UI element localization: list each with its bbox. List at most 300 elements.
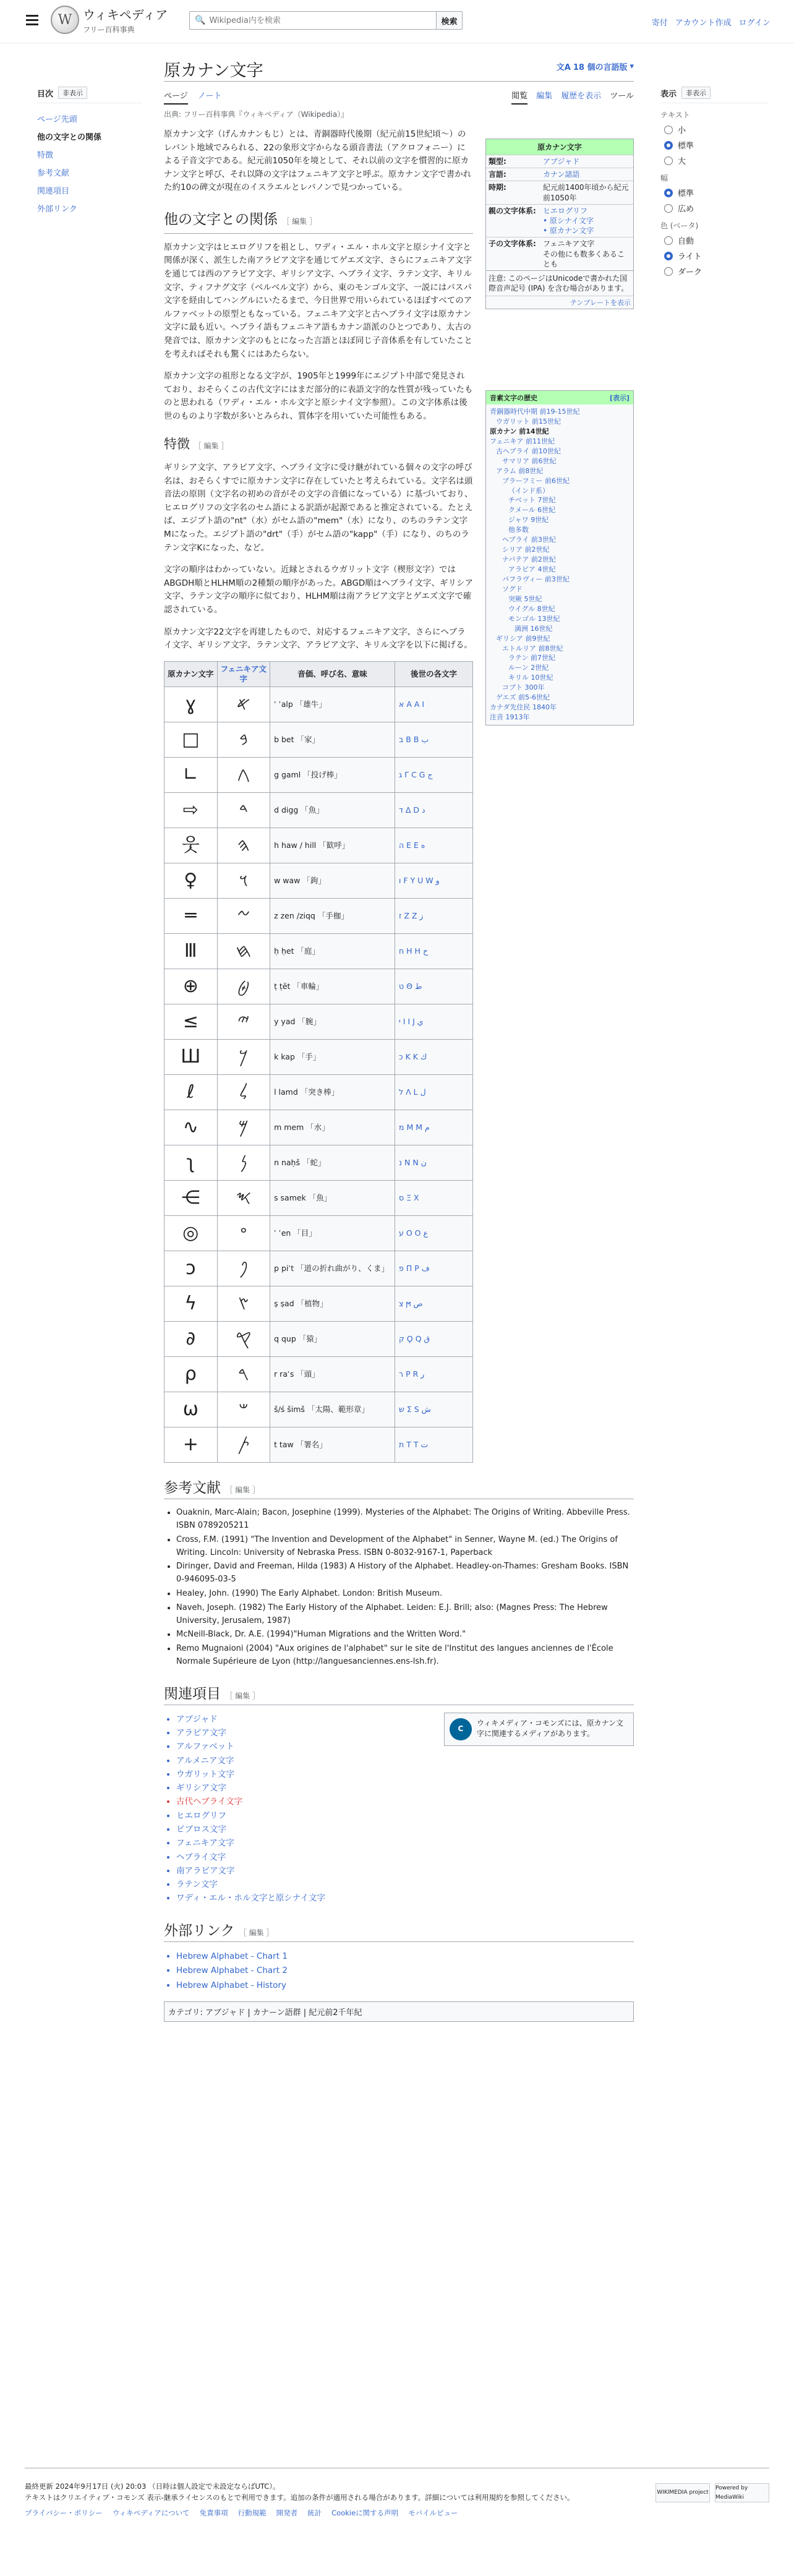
infobox-note: 注意: このページはUnicodeで書かれた国際音声記号 (IPA) を含む場合があります。: [486, 270, 633, 296]
history-item[interactable]: ウイグル 8世紀: [508, 604, 555, 613]
sound-name-cell: d digg 「魚」: [270, 793, 395, 828]
sound-name-cell: k kap 「手」: [270, 1040, 395, 1075]
infobox-value[interactable]: カナン諸語: [540, 168, 633, 181]
table-row: [164, 1427, 473, 1463]
table-row: [164, 969, 473, 1004]
proto-glyph-cell: [164, 1357, 218, 1392]
toc-item-relations[interactable]: 他の文字との関係: [37, 133, 102, 142]
table-row: [164, 722, 473, 758]
paragraph: 原カナン文字22文字を再建したもので、対応するフェニキア文字、さらにヘブライ文字、ギリシア文字、ラテン文字、アラビア文字、キリル文字を以下に掲げる。: [164, 627, 472, 651]
history-item[interactable]: ギリシア 前9世紀: [496, 634, 550, 643]
toc-item-references[interactable]: 参考文献: [37, 169, 70, 178]
table-row: [164, 1181, 473, 1216]
translate-icon: 文A: [556, 63, 571, 72]
descendants-cell[interactable]: ו F Y U W و: [395, 863, 473, 899]
sound-name-cell: s samek 「魚」: [270, 1181, 395, 1216]
chevron-down-icon: ▾: [630, 62, 634, 71]
letters-table: [164, 661, 473, 1463]
proto-glyph: ≤: [182, 1011, 198, 1033]
footer-links: [25, 2507, 769, 2518]
appearance-panel: [660, 87, 769, 281]
proto-glyph: ω: [182, 1398, 198, 1421]
tab-page[interactable]: ページ: [164, 89, 188, 105]
phoenician-glyph: 𐤀: [236, 693, 250, 716]
history-item[interactable]: パフラヴィー 前3世紀: [502, 575, 570, 583]
phoenician-glyph-cell: [217, 687, 270, 722]
radio-label: 広め: [678, 205, 694, 214]
proto-glyph: ℓ: [187, 1081, 195, 1103]
history-item[interactable]: モンゴル 13世紀: [508, 614, 560, 623]
related-item[interactable]: • アラビア文字: [176, 1726, 432, 1740]
radio-label: 標準: [678, 189, 694, 199]
phoenician-glyph: 𐤊: [239, 1046, 249, 1068]
descendants-cell[interactable]: ט Θ ط: [395, 969, 473, 1004]
proto-glyph: ⋲: [181, 1187, 200, 1209]
toc-hide-button[interactable]: 非表示: [58, 87, 87, 99]
history-item[interactable]: ゲエズ 前5-6世紀: [496, 693, 550, 702]
references-list: [164, 1507, 634, 1669]
table-row: [164, 1216, 473, 1251]
descendants-cell[interactable]: ז Ζ Z ز: [395, 899, 473, 934]
history-item[interactable]: アラビア 4世紀: [508, 565, 556, 573]
radio-text-standard[interactable]: [664, 139, 769, 151]
edit-link[interactable]: ［ 編集 ］: [225, 1691, 260, 1700]
page-tabs: [164, 82, 634, 104]
radio-icon: [664, 267, 673, 276]
history-item[interactable]: 満洲 16世紀: [514, 624, 553, 633]
infobox-value[interactable]: ヒエログリフ • 原シナイ文字 • 原カナン文字: [540, 204, 633, 237]
radio-width-standard[interactable]: [664, 187, 769, 199]
tab-read[interactable]: 閲覧: [511, 89, 527, 105]
proto-glyph: ɔ: [186, 1257, 196, 1280]
descendants-cell[interactable]: ג Γ C G ج: [395, 758, 473, 793]
proto-glyph: ∿: [182, 1116, 198, 1139]
template-link[interactable]: テンプレートを表示: [486, 296, 633, 309]
paragraph: ギリシア文字、アラビア文字、ヘブライ文字に受け継がれている個々の文字の呼び名は、おそらくすでに原カナン文字に存在していたと考えられている。文字名は頭音法の原則（文字名の初めの音がその文字の音価になっている）に基づいており、ヒエログリフの文字名のセム語による訳語が起源であると推定されている。たとえば、エジプト語の"nt"（水）がセム語の"mem"（水）になり、のちのラテン文字Mになった。エジプト語の"drt"（手）がセム語の"kapp"（手）になり、のちのラテン文字Kになった、など。: [164, 463, 473, 553]
proto-glyph-cell: [164, 828, 218, 863]
descendants-cell[interactable]: א A Α I: [395, 687, 473, 722]
column-header[interactable]: フェニキア文字: [217, 661, 270, 687]
history-navbox: [485, 390, 634, 725]
proto-glyph-cell: [164, 1040, 218, 1075]
infobox-row: [486, 204, 633, 237]
phoenician-glyph-cell: [217, 1040, 270, 1075]
phoenician-glyph: 𐤅: [239, 870, 249, 892]
proto-glyph-cell: [164, 722, 218, 758]
logo-text: [83, 5, 168, 35]
section-heading-references: [164, 1476, 634, 1499]
phoenician-glyph: 𐤐: [239, 1257, 248, 1280]
appearance-hide-button[interactable]: 非表示: [681, 87, 711, 99]
related-item[interactable]: • アブジャド: [176, 1713, 432, 1726]
infobox-label: 類型:: [486, 155, 540, 168]
sound-name-cell: g gaml 「投げ棒」: [270, 758, 395, 793]
history-header: [486, 391, 633, 404]
reference-item: • Remo Mugnaioni (2004) "Aux origines de l'alphabet" sur le site de l'Institut des langues anciennes de l'École Normale Supérieure de Lyon (http://languesanciennes.ens-lsh.fr).: [176, 1643, 634, 1669]
phoenician-glyph-cell: [217, 899, 270, 934]
descendants-cell[interactable]: ח Η H ح: [395, 934, 473, 969]
footer-link[interactable]: モバイルビュー: [408, 2508, 458, 2517]
proto-glyph-cell: [164, 1004, 218, 1040]
proto-glyph-cell: [164, 1286, 218, 1322]
proto-glyph: ʅ: [186, 1152, 195, 1174]
descendants-cell[interactable]: ד Δ D د: [395, 793, 473, 828]
proto-glyph-cell: [164, 1145, 218, 1181]
phoenician-glyph-cell: [217, 1075, 270, 1110]
radio-icon: [664, 156, 673, 165]
toc-header: [37, 87, 142, 103]
edit-link[interactable]: ［ 編集 ］: [239, 1928, 274, 1937]
infobox-label: 時期:: [486, 181, 540, 204]
proto-glyph: Ⅲ: [184, 940, 197, 962]
sound-name-cell: ʿ ʿen 「目」: [270, 1216, 395, 1251]
sound-name-cell: z zen /ziqq 「手枷」: [270, 899, 395, 934]
reference-item: • Naveh, Joseph. (1982) The Early History of the Alphabet. Leiden: E.J. Brill; also: (Magnes Press: The Hebrew University, Jerusalem, 1987): [176, 1602, 634, 1628]
infobox-value[interactable]: アブジャド: [540, 155, 633, 168]
related-item[interactable]: • フェニキア文字: [176, 1836, 432, 1850]
language-count: 18 個の言語版: [573, 63, 628, 72]
infobox-row: [486, 155, 633, 168]
phoenician-glyph-cell: [217, 969, 270, 1004]
infobox-label: 言語:: [486, 168, 540, 181]
proto-glyph-cell: [164, 969, 218, 1004]
radio-label: 小: [678, 126, 686, 135]
title-row: [164, 53, 634, 82]
table-row: [164, 1145, 473, 1181]
proto-glyph: ◎: [182, 1222, 199, 1244]
radio-color-light[interactable]: [664, 250, 769, 262]
category-box[interactable]: カテゴリ: アブジャド | カナーン語群 | 紀元前2千年紀: [164, 2001, 634, 2022]
external-links-list: [164, 1949, 634, 1993]
reference-item: • Diringer, David and Freeman, Hilda (1983) A History of the Alphabet. Headley-on-Thames: Gresham Books. ISBN 0-946095-03-5: [176, 1560, 634, 1586]
source-line: 出典: フリー百科事典『ウィキペディア（Wikipedia）』: [164, 110, 349, 119]
phoenician-glyph: 𐤄: [237, 834, 250, 857]
table-header-row: [164, 661, 473, 687]
proto-glyph: ϟ: [184, 1293, 197, 1315]
history-item[interactable]: ラテン 前7世紀: [508, 654, 555, 662]
footer-link[interactable]: 行動規範: [237, 2508, 267, 2517]
proto-glyph: ♀: [184, 870, 198, 892]
search-button[interactable]: 検索: [436, 12, 462, 29]
history-item[interactable]: 注音 1913年: [490, 713, 530, 722]
related-item[interactable]: • アルメニア文字: [176, 1754, 432, 1768]
history-item[interactable]: シリア 前2世紀: [502, 546, 550, 554]
radio-color-dark[interactable]: [664, 265, 769, 277]
paragraph: 文字の順序はわかっていない。近縁とされるウガリット文字（楔形文字）ではABGDH順とHLHM順の2種類の順序があった。ABGD順はヘブライ文字、ギリシア文字、ラテン文字の順序に似ており、HLHM順は南アラビア文字とゲエズ文字で確認されている。: [164, 565, 473, 615]
radio-label: ダーク: [678, 268, 702, 277]
phoenician-glyph-cell: [217, 722, 270, 758]
infobox-table: [486, 155, 633, 270]
footer-link[interactable]: ウィキペディアについて: [112, 2508, 190, 2517]
search-input[interactable]: [209, 16, 436, 25]
history-item[interactable]: チベット 7世紀: [508, 496, 556, 505]
radio-label: 標準: [678, 142, 694, 151]
sound-name-cell: q qup 「猿」: [270, 1322, 395, 1357]
appearance-header: [660, 87, 769, 103]
history-item[interactable]: ブラーフミー 前6世紀: [502, 476, 570, 485]
related-item[interactable]: • ワディ・エル・ホル文字と原シナイ文字: [176, 1891, 432, 1905]
proto-glyph: □: [182, 729, 200, 751]
proto-glyph-cell: [164, 1110, 218, 1145]
toc-item-top[interactable]: ページ先頭: [37, 115, 77, 124]
infobox: [485, 139, 634, 309]
proto-glyph: ═: [185, 905, 197, 927]
radio-text-small[interactable]: [664, 124, 769, 135]
table-row: [164, 828, 473, 863]
language-button[interactable]: [557, 61, 634, 72]
phoenician-glyph-cell: [217, 1322, 270, 1357]
commons-icon: C: [450, 1718, 472, 1740]
commons-box: [444, 1713, 634, 1746]
heading-text: 参考文献: [164, 1480, 221, 1497]
related-item[interactable]: • ギリシア文字: [176, 1781, 432, 1795]
history-item[interactable]: コプト 300年: [502, 683, 545, 692]
heading-text: 他の文字との関係: [164, 211, 278, 228]
descendants-cell[interactable]: כ Κ K ك: [395, 1040, 473, 1075]
sound-name-cell: š/ś šimš 「太陽、範形章」: [270, 1392, 395, 1427]
proto-glyph: ⊕: [182, 975, 198, 998]
external-link[interactable]: • Hebrew Alphabet - Chart 1: [176, 1949, 634, 1964]
table-row: [164, 793, 473, 828]
descendants-cell[interactable]: ת Τ T ت: [395, 1427, 473, 1463]
related-item[interactable]: • ウガリット文字: [176, 1768, 432, 1781]
tab-history[interactable]: 履歴を表示: [561, 92, 602, 101]
section-heading-features: [164, 434, 473, 455]
phoenician-glyph: 𐤉: [237, 1011, 250, 1033]
table-row: [164, 687, 473, 722]
footer-link[interactable]: 免責事項: [199, 2508, 228, 2517]
search-form: [189, 11, 463, 30]
related-item[interactable]: • ヒエログリフ: [176, 1809, 432, 1823]
table-row: [164, 1004, 473, 1040]
descendants-cell[interactable]: ש Σ S ش: [395, 1392, 473, 1427]
phoenician-glyph-cell: [217, 1181, 270, 1216]
descendants-cell[interactable]: ר Ρ R ر: [395, 1357, 473, 1392]
section-heading-relations: [164, 208, 473, 234]
history-item[interactable]: 原カナン 前14世紀: [490, 427, 549, 435]
table-row: [164, 1040, 473, 1075]
phoenician-glyph-cell: [217, 1427, 270, 1463]
footer-badges: [655, 2483, 769, 2502]
infobox-value[interactable]: フェニキア文字 その他にも数多くあることも: [540, 237, 633, 270]
infobox-title: 原カナン文字: [486, 139, 633, 155]
infobox-row: [486, 168, 633, 181]
phoenician-glyph: 𐤑: [237, 1293, 249, 1315]
footer-link[interactable]: 開発者: [276, 2508, 298, 2517]
phoenician-glyph: 𐤂: [237, 764, 250, 786]
radio-text-large[interactable]: [664, 155, 769, 166]
related-item[interactable]: • ビブロス文字: [176, 1823, 432, 1836]
related-item[interactable]: • ラテン文字: [176, 1878, 432, 1891]
table-row: [164, 863, 473, 899]
toc-item-features[interactable]: 特徴: [37, 151, 54, 160]
history-item[interactable]: キリル 10世紀: [508, 674, 553, 682]
site-footer: [25, 2468, 769, 2518]
proto-glyph-cell: [164, 1322, 218, 1357]
tab-tools[interactable]: ツール: [610, 92, 634, 101]
history-item[interactable]: 青銅器時代中期 前19-15世紀: [490, 408, 580, 416]
descendants-cell[interactable]: ב B Β ب: [395, 722, 473, 758]
footer-link[interactable]: 統計: [307, 2508, 322, 2517]
related-item[interactable]: • 南アラビア文字: [176, 1864, 432, 1878]
license-text: テキストはクリエイティブ・コモンズ 表示-継承ライセンスのもとで利用できます。追加の条件が適用される場合があります。詳細については利用規約を参照してください。: [25, 2493, 574, 2502]
infobox-value: 紀元前1400年頃から紀元前1050年: [540, 181, 633, 204]
letters-table-body: [164, 687, 473, 1463]
history-item[interactable]: ルーン 2世紀: [508, 664, 549, 672]
edit-link[interactable]: ［ 編集 ］: [282, 216, 317, 226]
reference-item: • Healey, John. (1990) The Early Alphabet. London: British Museum.: [176, 1588, 634, 1601]
create-account-link[interactable]: アカウント作成: [675, 19, 732, 28]
site-logo[interactable]: [51, 5, 168, 35]
phoenician-glyph-cell: [217, 1145, 270, 1181]
radio-icon: [664, 252, 673, 260]
proto-glyph-cell: [164, 758, 218, 793]
history-item[interactable]: アラム 前8世紀: [496, 466, 544, 475]
phoenician-glyph-cell: [217, 1286, 270, 1322]
heading-text: 関連項目: [164, 1685, 221, 1702]
reference-item: • Cross, F.M. (1991) "The Invention and Development of the Alphabet" in Senner, Wayne M. (ed.) The Origins of Writing. Lincoln: University of Nebraska Press. ISBN 0-8032-9167-1, Paperback: [176, 1534, 634, 1560]
commons-text[interactable]: ウィキメディア・コモンズには、原カナン文字に関連するメディアがあります。: [476, 1718, 624, 1738]
table-row: [164, 1286, 473, 1322]
heading-text: 特徴: [164, 437, 190, 452]
proto-glyph: ∂: [186, 1328, 196, 1350]
history-item[interactable]: フェニキア 前11世紀: [490, 437, 555, 445]
history-item[interactable]: ソグド: [502, 584, 523, 593]
descendants-cell[interactable]: ע Ο O ع: [395, 1216, 473, 1251]
main-menu-button[interactable]: [23, 11, 41, 28]
history-item[interactable]: 他多数: [508, 526, 529, 534]
proto-glyph: ∟: [182, 764, 198, 786]
heading-text: 外部リンク: [164, 1922, 235, 1939]
proto-glyph-cell: [164, 1251, 218, 1286]
logo-title: ウィキペディア: [83, 7, 168, 22]
toc-title: 目次: [37, 89, 54, 99]
proto-glyph-cell: [164, 934, 218, 969]
paragraph: 原カナン文字の祖形となる文字が、1905年と1999年にエジプト中部で発見されており、おそらくこの古代文字にはまだ部分的に表語文字的な性質が残っていたものと思われる（ワディ・エル・ホル文字と原シナイ文字参照）。この文字体系は後世のものより字数が多いとみられ、質体字を用いていた可能性もある。: [164, 371, 473, 421]
history-item[interactable]: ナバテア 前2世紀: [502, 555, 556, 564]
search-icon: 🔍: [195, 15, 206, 25]
sound-name-cell: w waw 「鉤」: [270, 863, 395, 899]
search-box: [190, 12, 436, 29]
column-header: 原カナン文字: [164, 661, 218, 687]
proto-glyph-cell: [164, 1181, 218, 1216]
sound-name-cell: n naḥš 「蛇」: [270, 1145, 395, 1181]
proto-glyph: Ш: [181, 1046, 201, 1068]
table-row: [164, 1322, 473, 1357]
history-toggle[interactable]: [表示]: [609, 394, 630, 402]
proto-glyph: +: [182, 1434, 198, 1456]
table-row: [164, 1357, 473, 1392]
edit-link[interactable]: ［ 編集 ］: [194, 442, 229, 451]
history-item[interactable]: 突厥 5世紀: [508, 594, 542, 603]
phoenician-glyph-cell: [217, 1357, 270, 1392]
phoenician-glyph-cell: [217, 1110, 270, 1145]
proto-glyph-cell: [164, 1392, 218, 1427]
descendants-cell[interactable]: נ Ν N ن: [395, 1145, 473, 1181]
toc-item-external[interactable]: 外部リンク: [37, 205, 77, 214]
wikipedia-globe-icon: W: [51, 6, 79, 34]
phoenician-glyph-cell: [217, 1392, 270, 1427]
descendants-cell[interactable]: י Ι I J ي: [395, 1004, 473, 1040]
descendants-cell[interactable]: ס Ξ X: [395, 1181, 473, 1216]
history-item[interactable]: ジャワ 9世紀: [508, 516, 549, 524]
radio-color-auto[interactable]: [664, 234, 769, 246]
wikimedia-badge[interactable]: WIKIMEDIA project: [655, 2483, 710, 2502]
related-item[interactable]: • アルファベット: [176, 1740, 432, 1753]
text-size-label: テキスト: [660, 111, 690, 119]
table-row: [164, 1392, 473, 1427]
sound-name-cell: ṣ ṣad 「植物」: [270, 1286, 395, 1322]
phoenician-glyph: 𐤎: [236, 1187, 252, 1209]
mediawiki-badge[interactable]: Powered by MediaWiki: [715, 2483, 769, 2502]
history-list: [486, 404, 633, 725]
radio-icon: [664, 189, 673, 197]
tabs-right: [511, 89, 634, 105]
descendants-cell[interactable]: פ Π P ف: [395, 1251, 473, 1286]
phoenician-glyph: 𐤇: [236, 940, 252, 962]
history-item[interactable]: 古ヘブライ 前10世紀: [496, 447, 561, 455]
footer-link[interactable]: Cookieに関する声明: [331, 2508, 399, 2517]
sound-name-cell: ṭ ṭēt 「車輪」: [270, 969, 395, 1004]
descendants-cell[interactable]: מ Μ M م: [395, 1110, 473, 1145]
radio-icon: [664, 126, 673, 134]
descendants-cell[interactable]: ה Ε E ه: [395, 828, 473, 863]
proto-glyph: ⇨: [182, 799, 198, 821]
external-link[interactable]: • Hebrew Alphabet - Chart 2: [176, 1964, 634, 1979]
radio-label: 自動: [678, 237, 694, 246]
sound-name-cell: p piʾt 「道の折れ曲がり、くま」: [270, 1251, 395, 1286]
descendants-cell[interactable]: ק Ϙ Q ق: [395, 1322, 473, 1357]
history-item[interactable]: ヘブライ 前3世紀: [502, 536, 556, 544]
related-item[interactable]: • 古代ヘブライ文字: [176, 1795, 432, 1808]
edit-link[interactable]: ［ 編集 ］: [225, 1486, 260, 1495]
phoenician-glyph: 𐤒: [236, 1328, 252, 1350]
phoenician-glyph-cell: [217, 934, 270, 969]
toc-item-related[interactable]: 関連項目: [37, 187, 70, 196]
history-item[interactable]: サマリア 前6世紀: [502, 456, 557, 465]
related-list: [164, 1713, 432, 1906]
phoenician-glyph-cell: [217, 758, 270, 793]
proto-glyph-cell: [164, 687, 218, 722]
phoenician-glyph-cell: [217, 1004, 270, 1040]
radio-width-wide[interactable]: [664, 202, 769, 214]
footer-link[interactable]: プライバシー・ポリシー: [25, 2508, 103, 2517]
intro-paragraph: 原カナン文字（げんカナンもじ）とは、青銅器時代後期（紀元前15世紀頃〜）のレバント地域でみられる、22の象形文字からなる頭音書法（アクロフォニー）による子音文字である。紀元前1050年を境として、それ以前の文字を慣習的に原カナン文字と呼び、それ以降の文字はフェニキア文字と呼ぶ。原カナン文字で書かれた約10の碑文が現在のイスラエルとレバノンで見つかっている。: [164, 129, 472, 193]
tab-talk[interactable]: ノート: [197, 92, 222, 101]
sound-name-cell: l lamd 「突き棒」: [270, 1075, 395, 1110]
external-link[interactable]: • Hebrew Alphabet - History: [176, 1979, 634, 1993]
radio-icon: [664, 236, 673, 245]
related-item[interactable]: • ヘブライ文字: [176, 1851, 432, 1864]
descendants-cell[interactable]: ל Λ L ل: [395, 1075, 473, 1110]
login-link[interactable]: ログイン: [738, 19, 771, 28]
phoenician-glyph-cell: [217, 793, 270, 828]
phoenician-glyph: 𐤌: [238, 1116, 249, 1139]
history-item[interactable]: エトルリア 前8世紀: [502, 644, 563, 653]
tab-edit[interactable]: 編集: [536, 92, 553, 101]
history-item[interactable]: （インド系）: [508, 486, 549, 495]
descendants-cell[interactable]: צ ϻ ص: [395, 1286, 473, 1322]
proto-glyph-cell: [164, 899, 218, 934]
donate-link[interactable]: 寄付: [651, 19, 668, 28]
history-item[interactable]: ウガリット 前15世紀: [496, 417, 561, 426]
phoenician-glyph: 𐤕: [237, 1434, 250, 1456]
sound-name-cell: m mem 「水」: [270, 1110, 395, 1145]
proto-glyph: ɣ: [185, 693, 197, 716]
sound-name-cell: ʾ ʾalp 「雄牛」: [270, 687, 395, 722]
history-item[interactable]: カナダ先住民 1840年: [490, 703, 557, 712]
history-item[interactable]: クメール 6世紀: [508, 506, 556, 515]
